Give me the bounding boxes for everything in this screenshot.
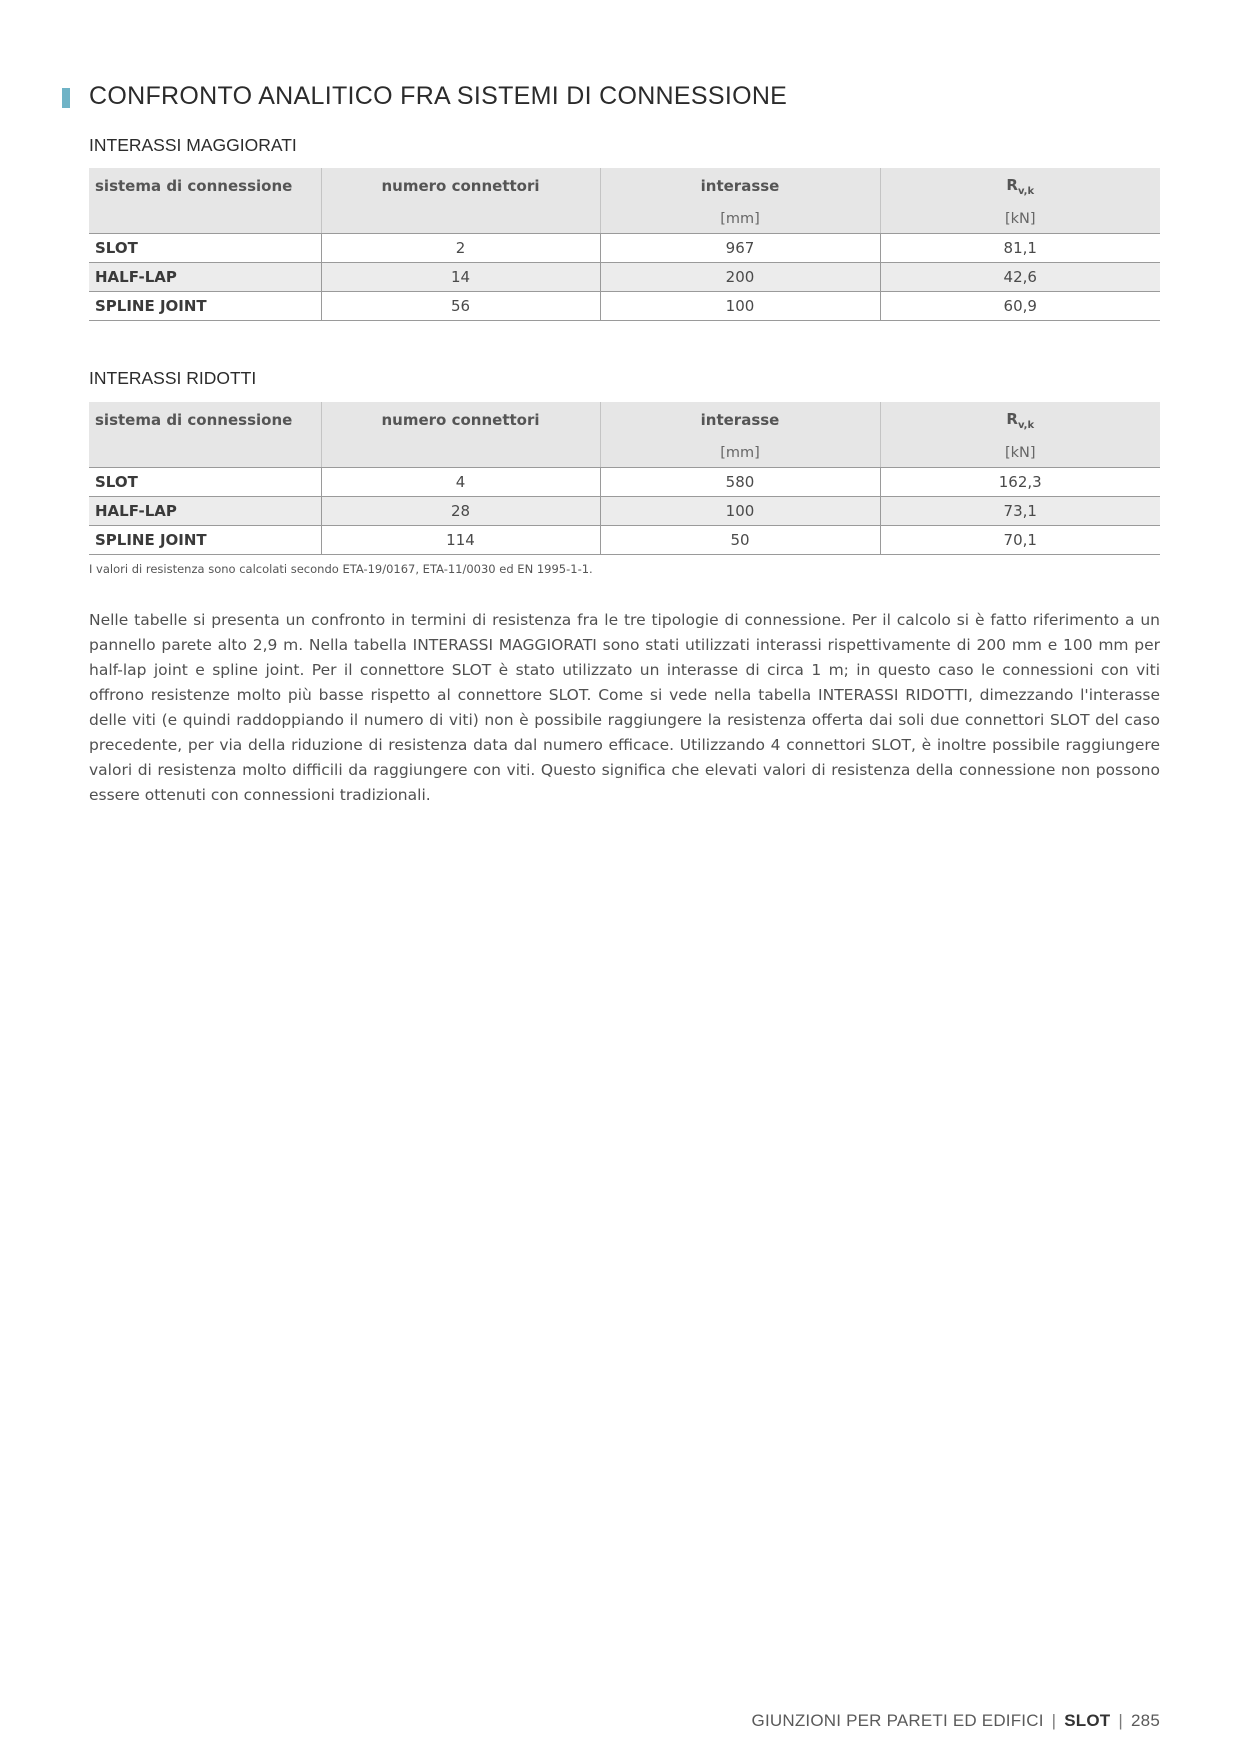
cell-numero: 4 [321,468,600,497]
cell-interasse: 967 [600,234,880,263]
cell-interasse: 100 [600,292,880,321]
table-footnote: I valori di resistenza sono calcolati secondo ETA-19/0167, ETA-11/0030 ed EN 1995-1-1. [89,562,593,576]
header-sistema-unit [89,204,321,234]
cell-numero: 14 [321,263,600,292]
footer-section: GIUNZIONI PER PARETI ED EDIFICI [751,1711,1044,1730]
cell-sistema: SLOT [89,468,321,497]
cell-sistema: SLOT [89,234,321,263]
cell-numero: 2 [321,234,600,263]
table-row [89,234,1160,263]
header-resistenza-unit: [kN] [880,438,1160,468]
footer-separator: | [1118,1711,1124,1730]
header-numero: numero connettori [321,402,600,438]
cell-interasse: 100 [600,497,880,526]
cell-sistema: SPLINE JOINT [89,526,321,555]
cell-numero: 114 [321,526,600,555]
cell-resistenza: 162,3 [880,468,1160,497]
cell-interasse: 580 [600,468,880,497]
table-interassi-maggiorati [89,168,1160,321]
header-resistenza-unit: [kN] [880,204,1160,234]
table-row [89,468,1160,497]
cell-interasse: 50 [600,526,880,555]
footer-product: SLOT [1064,1711,1111,1730]
header-resistenza-symbol: R [1006,175,1018,194]
cell-resistenza: 42,6 [880,263,1160,292]
body-paragraph: Nelle tabelle si presenta un confronto in termini di resistenza fra le tre tipologie di connessione. Per il calcolo si è fatto riferimento a un pannello parete alto 2,9 m. Nella tabella INTERASSI MAGGIORATI sono stati utilizzati interassi rispettivamente di 200 mm e 100 mm per half-lap joint e spline joint. Per il connettore SLOT è stato utilizzato un interasse di circa 1 m; in questo caso le connessioni con viti offrono resistenze molto più basse rispetto al connettore SLOT. Come si vede nella tabella INTERASSI RIDOTTI, dimezzando l'interasse delle viti (e quindi raddoppiando il numero di viti) non è possibile raggiungere la resistenza offerta dai soli due connettori SLOT del caso precedente, per via della riduzione di resistenza data dal numero efficace. Utilizzando 4 connettori SLOT, è inoltre possibile raggiungere valori di resistenza molto difficili da raggiungere con viti. Questo significa che elevati valori di resistenza della connessione non possono essere ottenuti con connessioni tradizionali. [89,611,1160,804]
table2-title: INTERASSI RIDOTTI [89,368,257,388]
header-sistema-unit [89,438,321,468]
table-row [89,497,1160,526]
header-resistenza-subscript: v,k [1017,185,1035,197]
table-row [89,526,1160,555]
cell-sistema: HALF-LAP [89,497,321,526]
title-accent-bar [62,88,70,108]
header-interasse: interasse [600,168,880,204]
cell-numero: 28 [321,497,600,526]
header-interasse: interasse [600,402,880,438]
table1-title: INTERASSI MAGGIORATI [89,135,297,155]
header-interasse-unit: [mm] [600,204,880,234]
cell-sistema: HALF-LAP [89,263,321,292]
header-numero-unit [321,438,600,468]
header-sistema: sistema di connessione [89,402,321,438]
header-resistenza [880,402,1160,438]
header-resistenza-subscript: v,k [1017,419,1035,431]
header-interasse-unit: [mm] [600,438,880,468]
cell-resistenza: 73,1 [880,497,1160,526]
header-resistenza [880,168,1160,204]
cell-resistenza: 60,9 [880,292,1160,321]
cell-interasse: 200 [600,263,880,292]
page-footer [752,1711,1160,1731]
cell-resistenza: 70,1 [880,526,1160,555]
header-numero-unit [321,204,600,234]
table-row [89,263,1160,292]
page-title: CONFRONTO ANALITICO FRA SISTEMI DI CONNESSIONE [89,82,788,110]
footer-page-number: 285 [1131,1711,1160,1730]
table-row [89,292,1160,321]
footer-separator: | [1051,1711,1057,1730]
header-sistema: sistema di connessione [89,168,321,204]
cell-sistema: SPLINE JOINT [89,292,321,321]
cell-resistenza: 81,1 [880,234,1160,263]
cell-numero: 56 [321,292,600,321]
header-resistenza-symbol: R [1006,409,1018,428]
table-interassi-ridotti [89,402,1160,555]
header-numero: numero connettori [321,168,600,204]
